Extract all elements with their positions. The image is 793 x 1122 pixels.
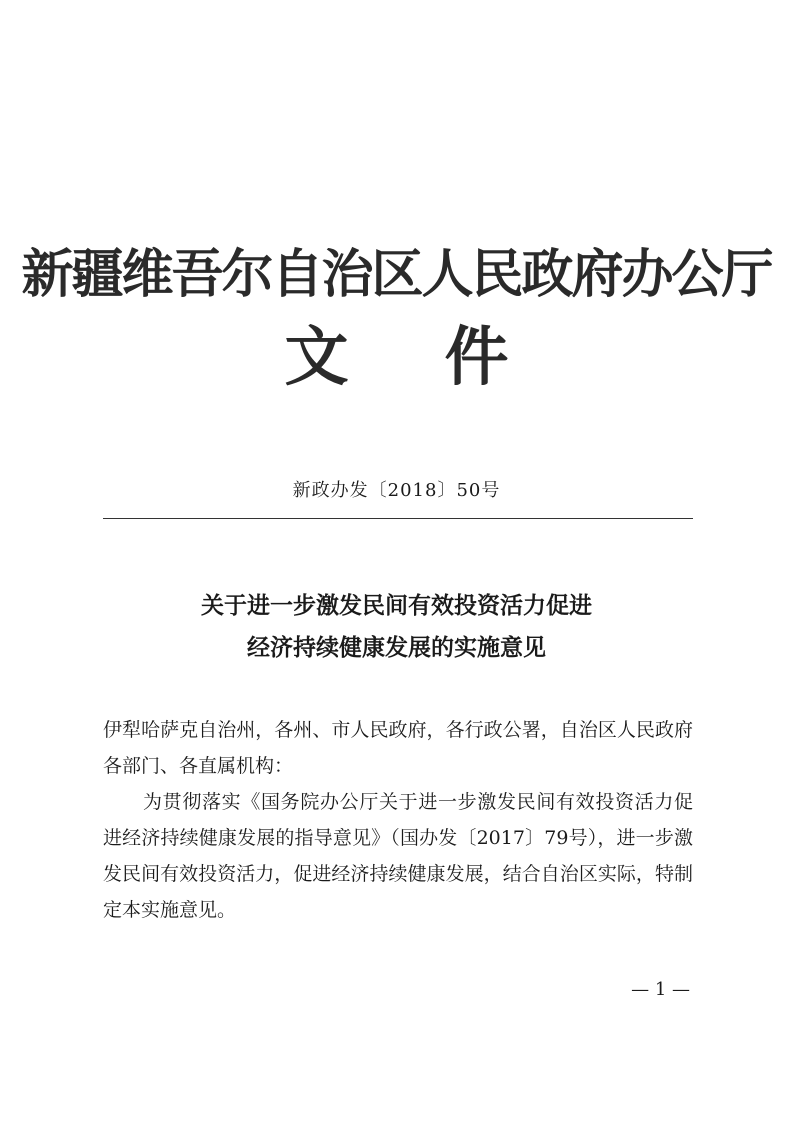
issuer-heading: 新疆维吾尔自治区人民政府办公厅 xyxy=(21,245,772,305)
document-type-char-2: 件 xyxy=(444,321,509,395)
header-divider xyxy=(103,518,693,519)
document-number: 新政办发〔2018〕50号 xyxy=(292,480,501,501)
title-line-1: 关于进一步激发民间有效投资活力促进 xyxy=(201,593,592,619)
document-title xyxy=(0,585,793,669)
title-line-2: 经济持续健康发展的实施意见 xyxy=(247,635,546,661)
body-paragraph-1: 为贯彻落实《国务院办公厅关于进一步激发民间有效投资活力促进经济持续健康发展的指导意见》（国办发〔2017〕79号），进一步激发民间有效投资活力，促进经济持续健康发展，结合自治区实际，特制定本实施意见。 xyxy=(103,791,693,921)
addressees: 伊犁哈萨克自治州，各州、市人民政府，各行政公署，自治区人民政府各部门、各直属机构： xyxy=(103,719,693,777)
document-type-heading xyxy=(0,318,793,398)
page-number: — 1 — xyxy=(631,979,690,1000)
document-type-char-1: 文 xyxy=(284,321,349,395)
document-body xyxy=(103,712,693,928)
